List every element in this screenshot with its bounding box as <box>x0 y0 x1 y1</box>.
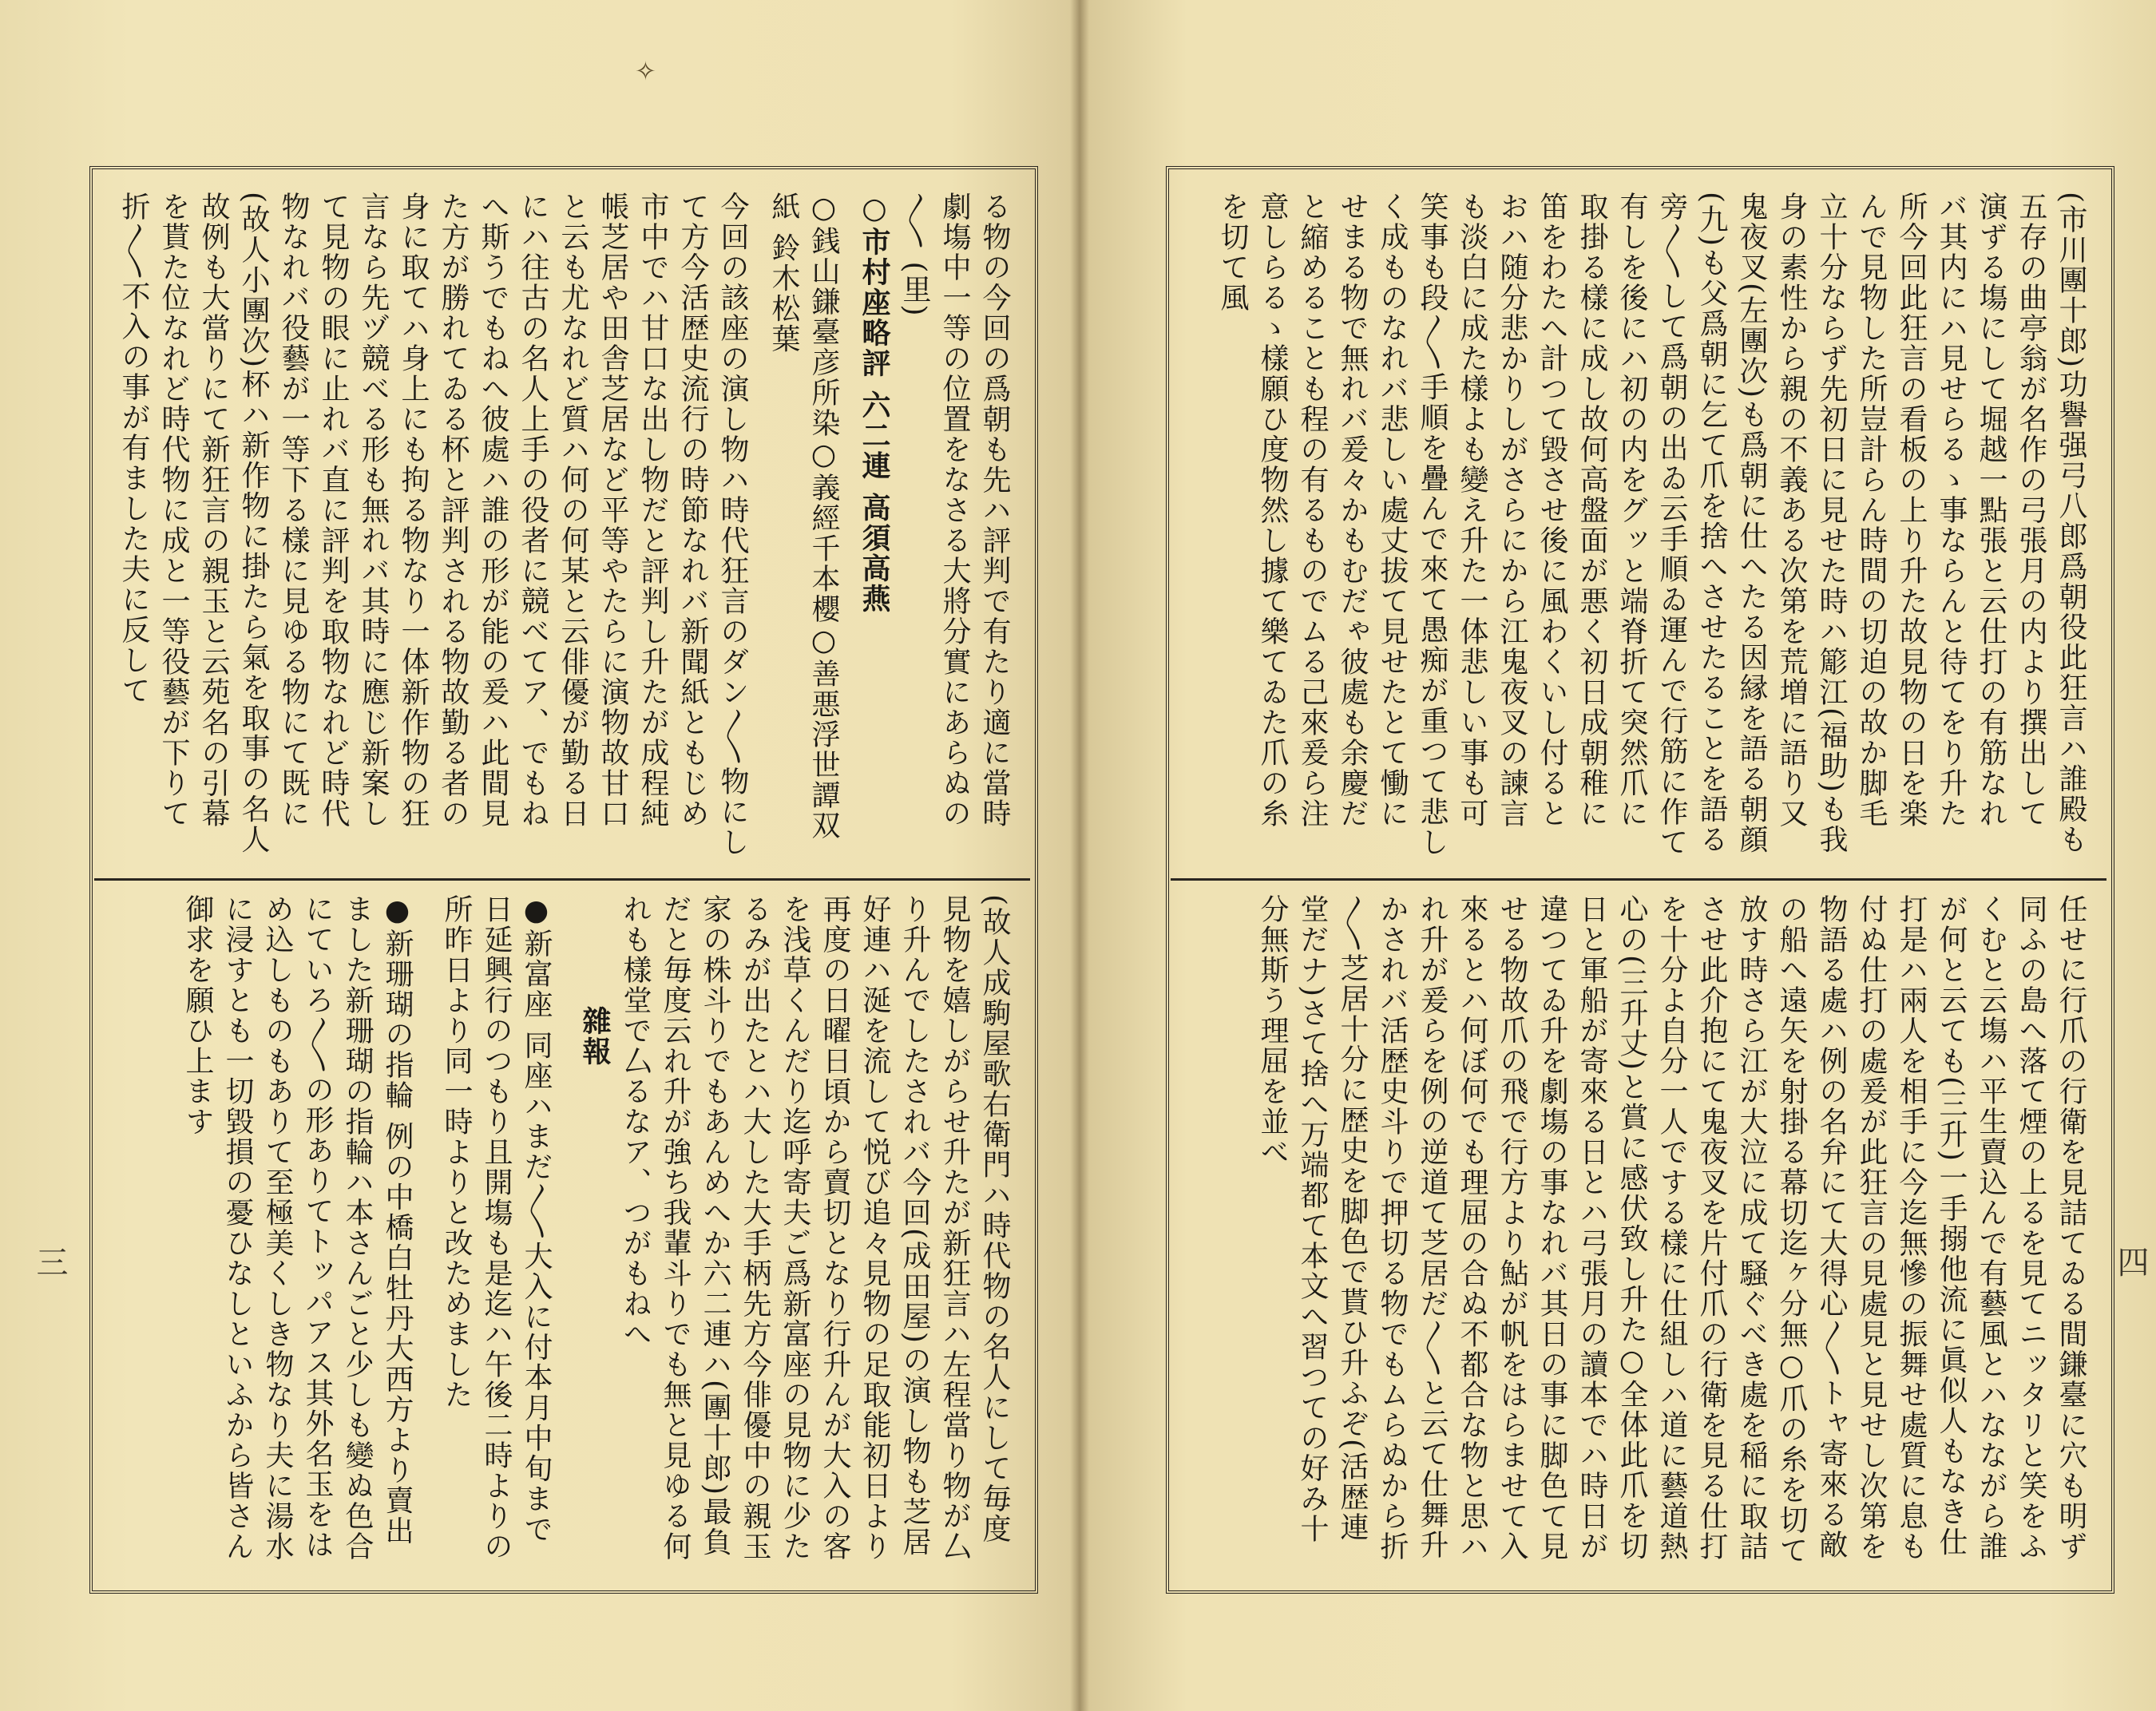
left-lower-column-block <box>112 894 1014 1569</box>
left-section-divider <box>94 878 1030 881</box>
left-page-number: 三 <box>31 1246 68 1277</box>
left-upper-paragraph-2: 今回の該座の演し物ハ時代狂言のダン〳〵物にして方今活歴史流行の時節なれバ新聞紙ともじめ市中でハ甘口な出し物だと評判し升たが成程純帳芝居や田舎芝居など平等やたらに演物故甘口と云も尤なれど質ハ何の何某と云俳優が勤る日にハ往古の名人上手の役者に競べてア、でもねへ斯うでもねへ彼處ハ誰の形が能の爰ハ此間見た方が勝れてゐる杯と評判される物故勤る者の身に取てハ身上にも拘る物なり一体新作物の狂言なら先ヅ競べる形も無れバ其時に應じ新案して見物の眼に止れバ直に評判を取物なれど時代物なれバ役藝が一等下る樣に見ゆる物にて既に(故人小團次)杯ハ新作物に掛たら氣を取事の名人故例も大當りにて新狂言の親玉と云苑名の引幕を貰た位なれど時代物に成と一等役藝が下りて折〳〵不入の事が有ました夫に反して <box>117 192 749 857</box>
left-upper-heading: ○市村座略評 六二連 高須高燕 <box>858 192 891 615</box>
zappo-heading: 雜報 <box>578 1006 612 1067</box>
right-page-number: 四 <box>2112 1246 2149 1277</box>
news-item-shintomi: ●新富座 同座ハまだ〳〵大入に付本月中旬まで日延興行のつもり且開塲も是迄ハ午後二時よりの所昨日より同一時よりと改ためました <box>440 894 553 1562</box>
left-upper-paragraph-1: る物の今回の爲朝も先ハ評判で有たり適に當時劇塲中一等の位置をなさる大將分實にあらぬの〳〵 (里) <box>898 192 1011 829</box>
left-upper-programme: ○銭山鎌臺彦所染○義經千本櫻○善悪浮世譚双紙 鈴木松葉 <box>767 192 840 841</box>
right-lower-column-block <box>1188 894 2091 1569</box>
right-upper-column-block <box>1188 192 2091 858</box>
left-lower-paragraph-1: (故人成駒屋歌右衛門ハ時代物の名人にして毎度見物を嬉しがらせ升たが新狂言ハ左程當り物が厶り升んでしたされバ今回(成田屋)の演し物も芝居好連ハ涎を流して悦び追々見物の足取能初日より再度の日曜日頃から賣切となり行升んが大入の客を浅草くんだり迄呼寄夫ご爲新富座の見物に少たるみが出たとハ大した大手柄先方今俳優中の親玉家の株斗りでもあんめへか六二連ハ(團十郎)最負だと毎度云れ升が強ち我輩斗りでも無と見ゆる何れも樣堂で厶るなア、つがもねへ <box>619 894 1011 1562</box>
right-upper-paragraph-1: (市川團十郎)功譽强弓八郎爲朝役此狂言ハ誰殿も五存の曲亭翁が名作の弓張月の内より撰出して演ずる塲にして堀越一點張と云仕打の有筋なれバ其内にハ見せらるゝ事ならんと待てをり升た所今回此狂言の看板の上り升た故見物の日を楽んで見物した所豈計らん時間の切迫の故か脚毛立十分ならず先初日に見せた時ハ簓江(福助)も我身の素性から親の不義ある次第を荒増に語り又鬼夜叉(左團次)も爲朝に仕へたる因縁を語る朝顔(九)も父爲朝に乞て爪を捨へさせたることを語る旁〳〵して爲朝の出ゐ云手順ゐ運んで行筋に作て有しを後にハ初の内をグッと端脊折て突然爪に取掛る樣に成し故何高盤面が悪く初日成朝稚に笛をわたへ計つて毀させ後に風わくいし付るとおハ随分悲かりしがさらにから江鬼夜叉の諫言も淡白に成た樣よも變え升た一体悲しい事も可笑事も段〳〵手順を疊んで來て愚痴が重つて悲しく成ものなれバ悲しい處丈拔て見せたとて慟にせまる物で無れバ爰々かもむだゃ彼處も余慶だと縮めることも程の有るものでムる己來爰ら注意しらるゝ樣願ひ度物然し據て樂てゐた爪の糸を切て風 <box>1216 192 2087 857</box>
right-lower-paragraph-1: 任せに行爪の行衛を見詰てゐる間鎌臺に穴も明ず同ふの島へ落て煙の上るを見てニッタリと笑をふくむと云塲ハ平生賣込んで有藝風とハなながら誰が何と云ても(三升)一手搦他流に眞似人もなき仕打是ハ兩人を相手に今迄無慘の振舞せ處質に息も付ぬ仕打の處爰が此狂言の見處見と見せし次第を物語る處ハ例の名弁にて大得心〳〵トャ寄來る敵の船へ遠矢を射掛る幕切迄ヶ分無○爪の糸を切て放す時さら江が大泣に成て騒ぐべき處を稲に取詰させ此介抱にて鬼夜叉を片付爪の行衛を見る仕打を十分よ自分一人でする樣に仕組しハ道に藝道熱心の(三升丈)と賞に感伏致し升た○全体此爪を切日と軍船が寄來る日とハ弓張月の讀本でハ時日が違つてゐ升を劇塲の事なれバ其日の事に脚色て見せる物故爪の飛で行方より鮎が帆をはらませて入來るとハ何ぼ何でも理屈の合ぬ不都合な物と思ハれ升が爰らを例の逆道て芝居だ〳〵と云て仕舞升かされバ活歴史斗りで押切る物でもムらぬから折〳〵芝居十分に歴史を脚色で貰ひ升ふぞ(活歴連堂だナ)さて捨へ万端都て本文へ習つての好み十分無斯う理屈を並べ <box>1256 894 2087 1566</box>
right-section-divider <box>1171 878 2106 881</box>
news-item-coral-ring: ●新珊瑚の指輪 例の中橋白牡丹大西方より賣出ました新珊瑚の指輪ハ本さんごと少しも變ぬ色合にていろ〳〵の形ありてトッパアス其外名玉をはめ込しものもありて至極美くしき物なり夫に湯水に浸すとも一切毀損の憂ひなしといふから皆さん御求を願ひ上ます <box>181 894 414 1562</box>
left-upper-column-block <box>112 192 1014 858</box>
paper-speck-icon: ✧ <box>635 56 656 86</box>
book-gutter <box>1070 0 1089 1711</box>
